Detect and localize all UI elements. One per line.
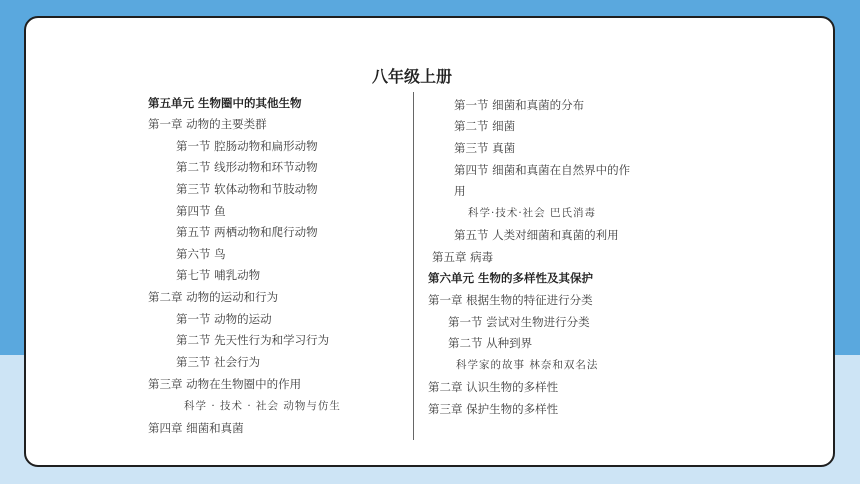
toc-section-item: 第四节 鱼 [176,204,226,218]
toc-chapter-item: 第二章 认识生物的多样性 [428,380,559,394]
toc-section-item: 第七节 哺乳动物 [176,268,261,282]
toc-section-item: 第一节 腔肠动物和扁形动物 [176,139,318,153]
toc-section-item: 第三节 社会行为 [176,355,261,369]
toc-chapter-item: 第四章 细菌和真菌 [148,421,244,435]
column-divider [413,92,414,440]
toc-section-item: 第二节 先天性行为和学习行为 [176,333,330,347]
toc-section-item: 第二节 从种到界 [448,336,533,350]
toc-section-item: 第四节 细菌和真菌在自然界中的作 [454,163,631,177]
toc-chapter-item: 第二章 动物的运动和行为 [148,290,279,304]
toc-section-item: 第一节 动物的运动 [176,312,272,326]
toc-chapter-item: 第三章 保护生物的多样性 [428,402,559,416]
page-title: 八年级上册 [371,67,452,86]
toc-chapter-item: 第一章 动物的主要类群 [148,117,267,131]
toc-section-item: 第三节 真菌 [454,141,516,155]
toc-chapter-item: 第一章 根据生物的特征进行分类 [428,293,593,307]
toc-section-item: 第二节 线形动物和环节动物 [176,160,318,174]
toc-unit-item: 第五单元 生物圈中的其他生物 [148,96,302,110]
toc-section-item: 第六节 鸟 [176,247,226,261]
toc-chapter-item: 第三章 动物在生物圈中的作用 [148,377,302,391]
toc-sup-item: 科学家的故事 林奈和双名法 [456,359,599,371]
toc-section-item: 第三节 软体动物和节肢动物 [176,182,318,196]
toc-chapter-item: 第五章 病毒 [432,250,494,264]
toc-sup-item: 科学·技术·社会 巴氏消毒 [468,207,597,219]
toc-section-item: 第一节 尝试对生物进行分类 [448,315,590,329]
toc-sup-item: 科学 · 技术 · 社会 动物与仿生 [184,400,341,412]
toc-section-item: 用 [454,184,466,198]
toc-section-item: 第一节 细菌和真菌的分布 [454,98,585,112]
toc-unit-item: 第六单元 生物的多样性及其保护 [428,271,594,285]
toc-section-item: 第二节 细菌 [454,119,516,133]
toc-section-item: 第五节 两栖动物和爬行动物 [176,225,318,239]
toc-section-item: 第五节 人类对细菌和真菌的利用 [454,228,619,242]
